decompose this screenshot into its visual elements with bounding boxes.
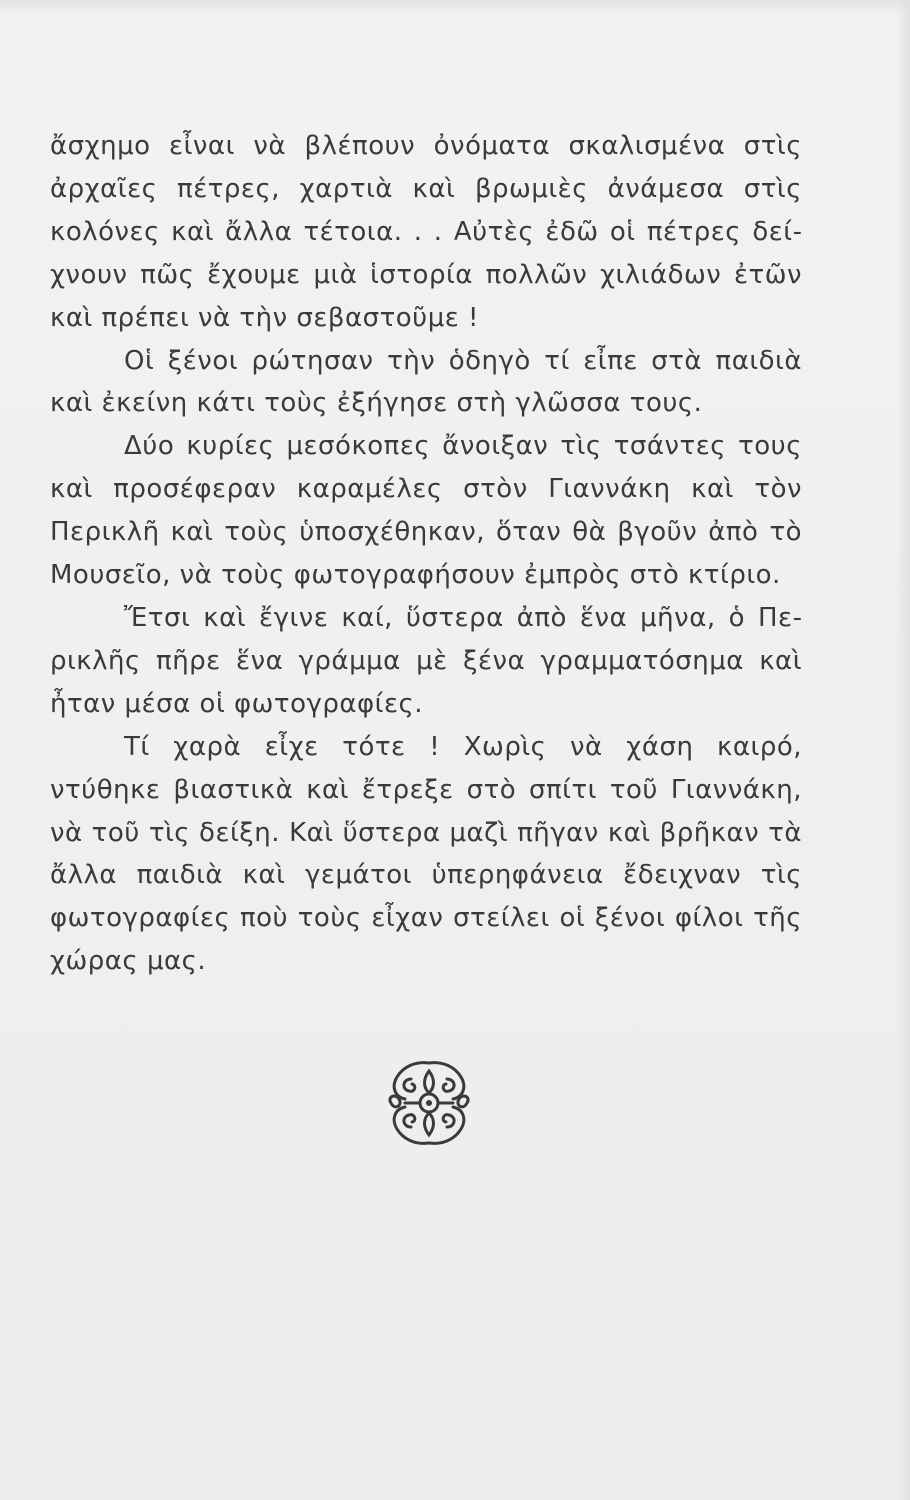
paragraph-2: Οἱ ξένοι ρώτησαν τὴν ὁδηγὸ τί εἶπε στὰ παιδιὰ καὶ ἐκείνη κάτι τοὺς ἐξήγησε στὴ γλῶσσα τους.: [50, 345, 802, 419]
floral-scroll-ornament-icon: [385, 1057, 473, 1149]
body-text: [50, 125, 802, 983]
paragraph-4: Ἔτσι καὶ ἔγινε καί, ὕστερα ἀπὸ ἕνα μῆνα, ὁ Περικλῆς πῆρε ἕνα γράμμα μὲ ξένα γραμματόσημα καὶ ἦταν μέσα οἱ φωτογραφίες.: [50, 602, 802, 719]
paragraph-3: Δύο κυρίες μεσόκοπες ἄνοιξαν τὶς τσάντες τους καὶ προσέφεραν καραμέλες στὸν Γιαννάκη καὶ τὸν Περικλῆ καὶ τοὺς ὑποσχέθηκαν, ὅταν θὰ βγοῦν ἀπὸ τὸ Μουσεῖο, νὰ τοὺς φωτογραφήσουν ἐμπρὸς στὸ κτίριο.: [50, 431, 802, 591]
paragraph-5: Τί χαρὰ εἶχε τότε ! Χωρὶς νὰ χάση καιρό, ντύθηκε βιαστικὰ καὶ ἔτρεξε στὸ σπίτι τοῦ Γιαννάκη, νὰ τοῦ τὶς δείξη. Καὶ ὕστερα μαζὶ πῆγαν καὶ βρῆκαν τὰ ἄλλα παιδιὰ καὶ γεμάτοι ὑπερηφάνεια ἔδειχναν τὶς φωτογραφίες ποὺ τοὺς εἶχαν στείλει οἱ ξένοι φίλοι τῆς χώρας μας.: [50, 731, 802, 977]
paragraph-1: ἄσχημο εἶναι νὰ βλέπουν ὀνόματα σκαλισμένα στὶς ἀρχαῖες πέτρες, χαρτιὰ καὶ βρωμιὲς ἀνάμεσα στὶς κολόνες καὶ ἄλλα τέτοια. . . Αὐτὲς ἐδῶ οἱ πέτρες δείχνουν πῶς ἔχουμε μιὰ ἱστορία πολλῶν χιλιάδων ἐτῶν καὶ πρέπει νὰ τὴν σεβαστοῦμε !: [50, 131, 802, 333]
